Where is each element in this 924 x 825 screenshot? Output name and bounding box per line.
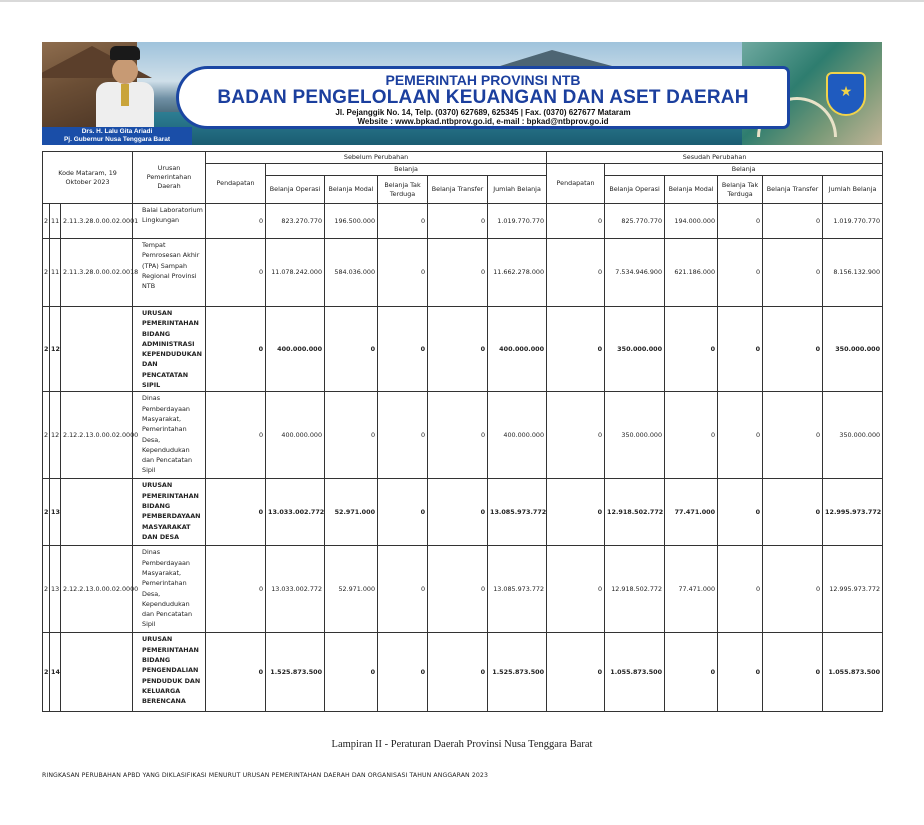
row-code-level1: 2 (43, 239, 50, 307)
cell-jumlah-belanja-after: 350.000.000 (823, 307, 883, 392)
cell-pendapatan-before: 0 (206, 546, 266, 633)
cell-belanja-tak-terduga-after: 0 (718, 204, 763, 239)
row-urusan-name: Balai Laboratorium Lingkungan (133, 204, 206, 239)
cell-belanja-modal-before: 196.500.000 (325, 204, 378, 239)
cell-belanja-modal-after: 77.471.000 (665, 479, 718, 546)
cell-belanja-tak-terduga-after: 0 (718, 307, 763, 392)
cell-belanja-tak-terduga-after: 0 (718, 239, 763, 307)
cell-pendapatan-after: 0 (547, 392, 605, 479)
header-pendapatan-before: Pendapatan (206, 164, 266, 204)
cell-belanja-tak-terduga-before: 0 (378, 239, 428, 307)
table-row (43, 633, 883, 712)
banner-address: Jl. Pejanggik No. 14, Telp. (0370) 627689, 625345 | Fax. (0370) 627677 Mataram (335, 108, 631, 117)
header-belanja-transfer-after: Belanja Transfer (763, 176, 823, 204)
cell-pendapatan-before: 0 (206, 479, 266, 546)
row-code-level2: 11 (50, 204, 61, 239)
row-code-level2: 13 (50, 479, 61, 546)
header-urusan: Urusan Pemerintahan Daerah (133, 152, 206, 204)
header-belanja-operasi-after: Belanja Operasi (605, 176, 665, 204)
cell-belanja-tak-terduga-before: 0 (378, 479, 428, 546)
header-belanja-modal-after: Belanja Modal (665, 176, 718, 204)
row-urusan-name: Tempat Pemrosesan Akhir (TPA) Sampah Regional Provinsi NTB (133, 239, 206, 307)
header-banner (42, 42, 882, 145)
row-code-level2: 12 (50, 392, 61, 479)
banner-title-panel (179, 69, 787, 126)
cell-pendapatan-after: 0 (547, 204, 605, 239)
cell-jumlah-belanja-before: 1.019.770.770 (488, 204, 547, 239)
header-sesudah: Sesudah Perubahan (547, 152, 883, 164)
lampiran-caption: Lampiran II - Peraturan Daerah Provinsi Nusa Tenggara Barat (331, 739, 593, 750)
cell-belanja-transfer-before: 0 (428, 392, 488, 479)
cell-belanja-operasi-before: 1.525.873.500 (266, 633, 325, 712)
cell-belanja-modal-before: 52.971.000 (325, 479, 378, 546)
cell-belanja-modal-after: 194.000.000 (665, 204, 718, 239)
row-code-level1: 2 (43, 307, 50, 392)
cell-belanja-tak-terduga-before: 0 (378, 633, 428, 712)
row-code-level1: 2 (43, 546, 50, 633)
cell-belanja-modal-after: 0 (665, 392, 718, 479)
cell-belanja-transfer-before: 0 (428, 239, 488, 307)
row-code-level1: 2 (43, 204, 50, 239)
row-kode (61, 307, 133, 392)
row-kode: 2.11.3.28.0.00.02.0001 (61, 204, 133, 239)
header-sebelum: Sebelum Perubahan (206, 152, 547, 164)
row-urusan-name: URUSAN PEMERINTAHAN BIDANG PEMBERDAYAAN MASYARAKAT DAN DESA (133, 479, 206, 546)
cell-belanja-transfer-before: 0 (428, 479, 488, 546)
cell-belanja-transfer-before: 0 (428, 307, 488, 392)
cell-belanja-transfer-before: 0 (428, 546, 488, 633)
header-belanja-tak-terduga-after: Belanja Tak Terduga (718, 176, 763, 204)
cell-pendapatan-before: 0 (206, 307, 266, 392)
cell-belanja-tak-terduga-before: 0 (378, 204, 428, 239)
header-belanja-operasi-before: Belanja Operasi (266, 176, 325, 204)
cell-belanja-operasi-after: 7.534.946.900 (605, 239, 665, 307)
cell-belanja-modal-before: 0 (325, 633, 378, 712)
cell-belanja-transfer-after: 0 (763, 239, 823, 307)
table-row (43, 546, 883, 633)
portrait-caption (42, 127, 192, 145)
header-belanja-after: Belanja (605, 164, 883, 176)
budget-table (42, 151, 883, 712)
cell-belanja-modal-before: 52.971.000 (325, 546, 378, 633)
caption-role: Pj. Gubernur Nusa Tenggara Barat (63, 136, 171, 143)
cell-jumlah-belanja-after: 350.000.000 (823, 392, 883, 479)
cell-belanja-modal-before: 0 (325, 307, 378, 392)
cell-belanja-transfer-after: 0 (763, 546, 823, 633)
cell-belanja-tak-terduga-before: 0 (378, 546, 428, 633)
cell-jumlah-belanja-after: 12.995.973.772 (823, 479, 883, 546)
cell-jumlah-belanja-before: 400.000.000 (488, 307, 547, 392)
cell-belanja-modal-after: 77.471.000 (665, 546, 718, 633)
cell-jumlah-belanja-before: 400.000.000 (488, 392, 547, 479)
row-kode: 2.12.2.13.0.00.02.0000 (61, 392, 133, 479)
cell-pendapatan-after: 0 (547, 546, 605, 633)
ringkasan-title: RINGKASAN PERUBAHAN APBD YANG DIKLASIFIKASI MENURUT URUSAN PEMERINTAHAN DAERAH DAN ORGANISASI TAHUN ANGGARAN 2023 (42, 772, 488, 779)
row-urusan-name: URUSAN PEMERINTAHAN BIDANG ADMINISTRASI KEPENDUDUKAN DAN PENCATATAN SIPIL (133, 307, 206, 392)
cell-belanja-operasi-before: 400.000.000 (266, 392, 325, 479)
header-pendapatan-after: Pendapatan (547, 164, 605, 204)
header-kode: Kode Mataram, 19 Oktober 2023 (43, 152, 133, 204)
cell-belanja-tak-terduga-after: 0 (718, 633, 763, 712)
cell-belanja-operasi-before: 11.078.242.000 (266, 239, 325, 307)
row-kode (61, 633, 133, 712)
cell-belanja-transfer-after: 0 (763, 633, 823, 712)
table-row (43, 239, 883, 307)
cell-jumlah-belanja-before: 13.085.973.772 (488, 479, 547, 546)
banner-website: Website : www.bpkad.ntbprov.go.id, e-mail : bpkad@ntbprov.go.id (357, 117, 609, 126)
cell-belanja-modal-before: 584.036.000 (325, 239, 378, 307)
cell-pendapatan-after: 0 (547, 307, 605, 392)
cell-belanja-modal-after: 0 (665, 633, 718, 712)
cell-belanja-operasi-after: 350.000.000 (605, 392, 665, 479)
cell-belanja-operasi-after: 12.918.502.772 (605, 546, 665, 633)
cell-pendapatan-after: 0 (547, 633, 605, 712)
row-urusan-name: Dinas Pemberdayaan Masyarakat, Pemerintahan Desa, Kependudukan dan Pencatatan Sipil (133, 546, 206, 633)
cell-belanja-operasi-after: 12.918.502.772 (605, 479, 665, 546)
cell-belanja-operasi-after: 825.770.770 (605, 204, 665, 239)
cell-jumlah-belanja-before: 13.085.973.772 (488, 546, 547, 633)
banner-title-line2: BADAN PENGELOLAAN KEUANGAN DAN ASET DAERAH (217, 87, 749, 108)
row-code-level2: 13 (50, 546, 61, 633)
cell-belanja-transfer-before: 0 (428, 204, 488, 239)
row-urusan-name: URUSAN PEMERINTAHAN BIDANG PENGENDALIAN PENDUDUK DAN KELUARGA BERENCANA (133, 633, 206, 712)
table-row (43, 204, 883, 239)
cell-belanja-tak-terduga-before: 0 (378, 307, 428, 392)
row-code-level2: 11 (50, 239, 61, 307)
cell-jumlah-belanja-before: 1.525.873.500 (488, 633, 547, 712)
header-belanja-tak-terduga-before: Belanja Tak Terduga (378, 176, 428, 204)
cell-jumlah-belanja-after: 1.019.770.770 (823, 204, 883, 239)
cell-belanja-tak-terduga-after: 0 (718, 479, 763, 546)
row-kode: 2.11.3.28.0.00.02.0018 (61, 239, 133, 307)
cell-pendapatan-before: 0 (206, 633, 266, 712)
cell-pendapatan-before: 0 (206, 239, 266, 307)
row-kode (61, 479, 133, 546)
row-code-level1: 2 (43, 392, 50, 479)
cell-belanja-modal-before: 0 (325, 392, 378, 479)
table-row (43, 307, 883, 392)
cell-belanja-operasi-after: 1.055.873.500 (605, 633, 665, 712)
row-code-level1: 2 (43, 479, 50, 546)
cell-belanja-transfer-before: 0 (428, 633, 488, 712)
cell-jumlah-belanja-before: 11.662.278.000 (488, 239, 547, 307)
header-jumlah-belanja-after: Jumlah Belanja (823, 176, 883, 204)
cell-jumlah-belanja-after: 1.055.873.500 (823, 633, 883, 712)
header-belanja-transfer-before: Belanja Transfer (428, 176, 488, 204)
caption-name: Drs. H. Lalu Gita Ariadi (81, 128, 153, 135)
cell-belanja-operasi-after: 350.000.000 (605, 307, 665, 392)
row-code-level2: 12 (50, 307, 61, 392)
header-belanja-modal-before: Belanja Modal (325, 176, 378, 204)
cell-belanja-modal-after: 621.186.000 (665, 239, 718, 307)
row-urusan-name: Dinas Pemberdayaan Masyarakat, Pemerintahan Desa, Kependudukan dan Pencatatan Sipil (133, 392, 206, 479)
cell-pendapatan-after: 0 (547, 479, 605, 546)
cell-pendapatan-before: 0 (206, 204, 266, 239)
row-code-level2: 14 (50, 633, 61, 712)
table-row (43, 479, 883, 546)
cell-pendapatan-before: 0 (206, 392, 266, 479)
cell-jumlah-belanja-after: 8.156.132.900 (823, 239, 883, 307)
cell-jumlah-belanja-after: 12.995.973.772 (823, 546, 883, 633)
top-divider (0, 0, 924, 2)
header-jumlah-belanja-before: Jumlah Belanja (488, 176, 547, 204)
banner-title-line1: PEMERINTAH PROVINSI NTB (385, 72, 581, 88)
row-code-level1: 2 (43, 633, 50, 712)
cell-belanja-transfer-after: 0 (763, 392, 823, 479)
governor-portrait (90, 46, 160, 126)
cell-belanja-operasi-before: 13.033.002.772 (266, 479, 325, 546)
row-kode: 2.12.2.13.0.00.02.0000 (61, 546, 133, 633)
cell-belanja-transfer-after: 0 (763, 204, 823, 239)
cell-belanja-operasi-before: 823.270.770 (266, 204, 325, 239)
cell-belanja-transfer-after: 0 (763, 479, 823, 546)
cell-belanja-tak-terduga-before: 0 (378, 392, 428, 479)
cell-belanja-modal-after: 0 (665, 307, 718, 392)
ntb-province-emblem-icon: ★ (826, 72, 866, 116)
cell-pendapatan-after: 0 (547, 239, 605, 307)
cell-belanja-tak-terduga-after: 0 (718, 392, 763, 479)
cell-belanja-operasi-before: 13.033.002.772 (266, 546, 325, 633)
cell-belanja-operasi-before: 400.000.000 (266, 307, 325, 392)
header-belanja-before: Belanja (266, 164, 547, 176)
table-row (43, 392, 883, 479)
cell-belanja-transfer-after: 0 (763, 307, 823, 392)
cell-belanja-tak-terduga-after: 0 (718, 546, 763, 633)
